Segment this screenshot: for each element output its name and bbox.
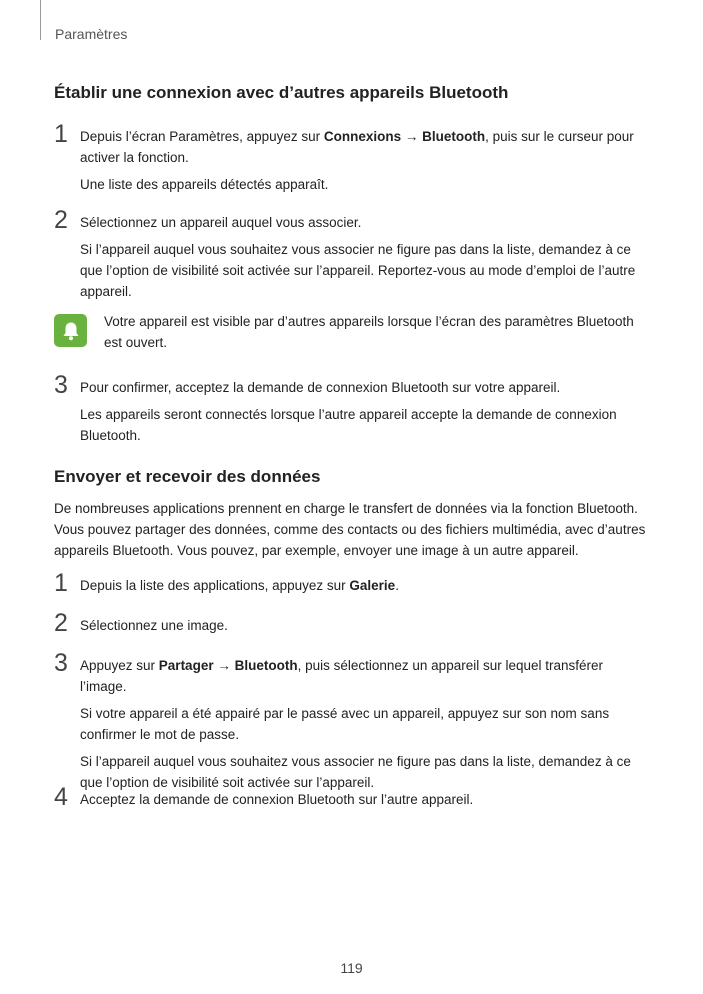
step-subtext: Les appareils seront connectés lorsque l’autre appareil accepte la demande de connexion Bluetooth. — [80, 407, 617, 443]
menu-path-connexions: Connexions — [323, 129, 402, 144]
step-text: Acceptez la demande de connexion Bluetooth sur l’autre appareil. — [80, 792, 474, 807]
step-subtext: Si l’appareil auquel vous souhaitez vous associer ne figure pas dans la liste, demandez à ce que l’option de visibilité soit activée sur l’appareil. — [80, 754, 631, 790]
step-subtext: Si votre appareil a été appairé par le passé avec un appareil, appuyez sur son nom sans confirmer le mot de passe. — [80, 706, 610, 742]
step-text: Appuyez sur Partager → Bluetooth, puis sélectionnez un appareil sur lequel transférer l’image. — [80, 658, 604, 694]
step-subtext: Une liste des appareils détectés apparaît. — [80, 177, 329, 192]
step-2-connect — [54, 206, 648, 308]
note-text: Votre appareil est visible par d’autres appareils lorsque l’écran des paramètres Bluetooth est ouvert. — [104, 314, 634, 350]
section-title-transfer: Envoyer et recevoir des données — [54, 467, 321, 486]
step-number: 1 — [54, 120, 68, 148]
step-number: 3 — [54, 649, 68, 677]
page-number: 119 — [340, 960, 363, 976]
step-1-transfer — [54, 569, 648, 602]
menu-path-bluetooth: Bluetooth — [234, 658, 298, 673]
step-2-transfer — [54, 609, 648, 642]
note-box — [54, 311, 648, 353]
menu-path-bluetooth: Bluetooth — [422, 129, 486, 144]
step-text: Sélectionnez une image. — [80, 618, 228, 633]
step-number: 2 — [54, 206, 68, 234]
step-text: Pour confirmer, acceptez la demande de connexion Bluetooth sur votre appareil. — [80, 380, 561, 395]
section-title-connect: Établir une connexion avec d’autres appareils Bluetooth — [54, 83, 509, 102]
step-subtext: Si l’appareil auquel vous souhaitez vous associer ne figure pas dans la liste, demandez à ce que l’option de visibilité soit activée sur l’appareil. Reportez-vous au mode d’emploi de l’autre appareil. — [80, 242, 636, 299]
menu-path-partager: Partager — [158, 658, 214, 673]
step-number: 4 — [54, 783, 68, 811]
step-4-transfer — [54, 783, 648, 816]
step-number: 2 — [54, 609, 68, 637]
step-3-transfer — [54, 649, 648, 799]
step-text: Depuis la liste des applications, appuyez sur Galerie. — [80, 578, 399, 593]
step-number: 3 — [54, 371, 68, 399]
header-label: Paramètres — [55, 26, 128, 42]
step-1-connect — [54, 120, 648, 201]
step-3-connect — [54, 371, 648, 452]
step-number: 1 — [54, 569, 68, 597]
app-name-galerie: Galerie — [349, 578, 396, 593]
step-text: Sélectionnez un appareil auquel vous associer. — [80, 215, 362, 230]
step-text: Depuis l’écran Paramètres, appuyez sur Connexions → Bluetooth, puis sur le curseur pour activer la fonction. — [80, 129, 634, 165]
bell-icon — [54, 314, 87, 347]
header-rule — [40, 0, 41, 40]
section-intro: De nombreuses applications prennent en charge le transfert de données via la fonction Bluetooth. Vous pouvez partager des données, comme des contacts ou des fichiers multimédia, avec d’autres appareils Bluetooth. Vous pouvez, par exemple, envoyer une image à un autre appareil. — [54, 501, 646, 558]
